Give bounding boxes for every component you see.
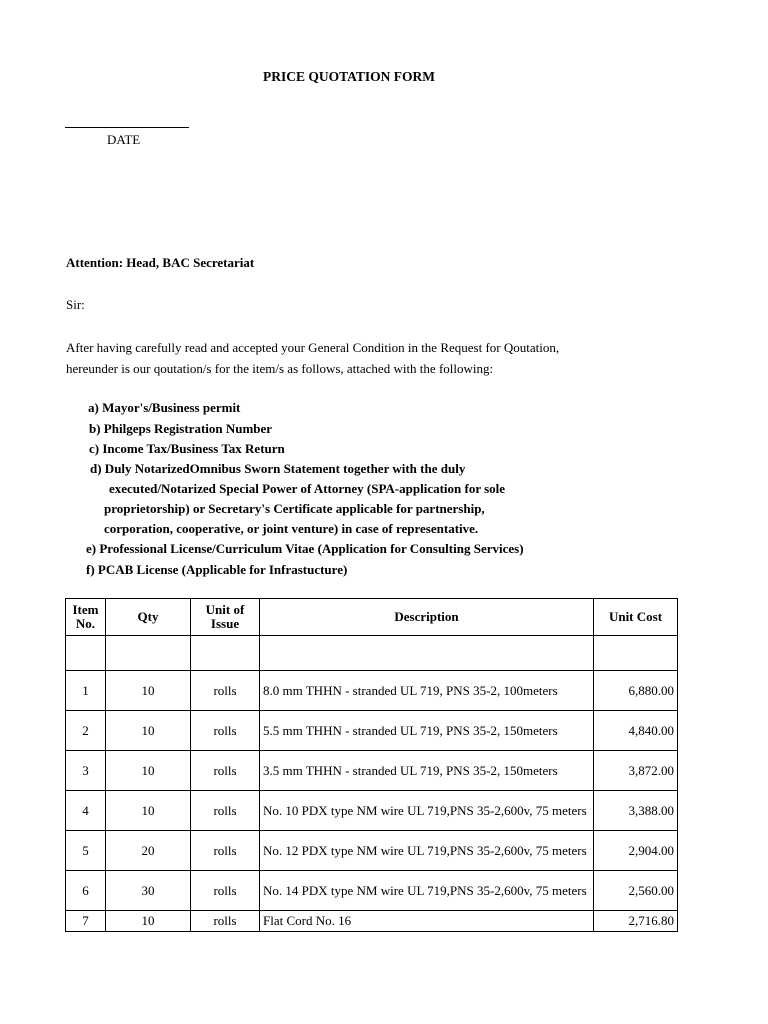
page-title: PRICE QUOTATION FORM [263,69,435,84]
table-header-row [66,599,678,636]
table-row: 2 10 rolls 5.5 mm THHN - stranded UL 719, PNS 35-2, 150meters 4,840.00 [66,711,678,751]
table-row: 1 10 rolls 8.0 mm THHN - stranded UL 719, PNS 35-2, 100meters 6,880.00 [66,671,678,711]
table-row: 6 30 rolls No. 14 PDX type NM wire UL 719,PNS 35-2,600v, 75 meters 2,560.00 [66,871,678,911]
date-label: DATE [107,132,141,147]
date-signature-line [65,127,189,128]
salutation: Sir: [66,297,85,312]
table-row: 7 10 rolls Flat Cord No. 16 2,716.80 [66,911,678,932]
requirement-d-line-2: executed/Notarized Special Power of Attorney (SPA-application for sole [109,481,506,496]
intro-paragraph: After having carefully read and accepted your General Condition in the Request for Qoutation, hereunder is our qoutation/s for the item/s as follows, attached with the following: [66,340,560,376]
header-unit-cost: Unit Cost [594,599,678,636]
requirement-f: f) PCAB License (Applicable for Infrastucture) [86,562,348,577]
header-description: Description [260,599,594,636]
table-row: 5 20 rolls No. 12 PDX type NM wire UL 719,PNS 35-2,600v, 75 meters 2,904.00 [66,831,678,871]
requirement-d-line-3: proprietorship) or Secretary's Certificate applicable for partnership, [104,501,485,516]
header-unit-of-issue: Unit of Issue [191,599,260,636]
quotation-table [65,598,678,932]
requirement-b: b) Philgeps Registration Number [89,421,273,436]
table-empty-row [66,636,678,671]
requirement-c: c) Income Tax/Business Tax Return [89,441,285,456]
attention-line: Attention: Head, BAC Secretariat [66,255,255,270]
table-row: 3 10 rolls 3.5 mm THHN - stranded UL 719, PNS 35-2, 150meters 3,872.00 [66,751,678,791]
header-item-no: Item No. [66,599,106,636]
table-row: 4 10 rolls No. 10 PDX type NM wire UL 719,PNS 35-2,600v, 75 meters 3,388.00 [66,791,678,831]
requirement-a: a) Mayor's/Business permit [88,400,241,415]
header-qty: Qty [106,599,191,636]
requirement-d-line-4: corporation, cooperative, or joint venture) in case of representative. [104,521,479,536]
requirement-d: d) Duly NotarizedOmnibus Sworn Statement together with the duly [90,461,466,476]
requirement-e: e) Professional License/Curriculum Vitae (Application for Consulting Services) [86,541,524,556]
